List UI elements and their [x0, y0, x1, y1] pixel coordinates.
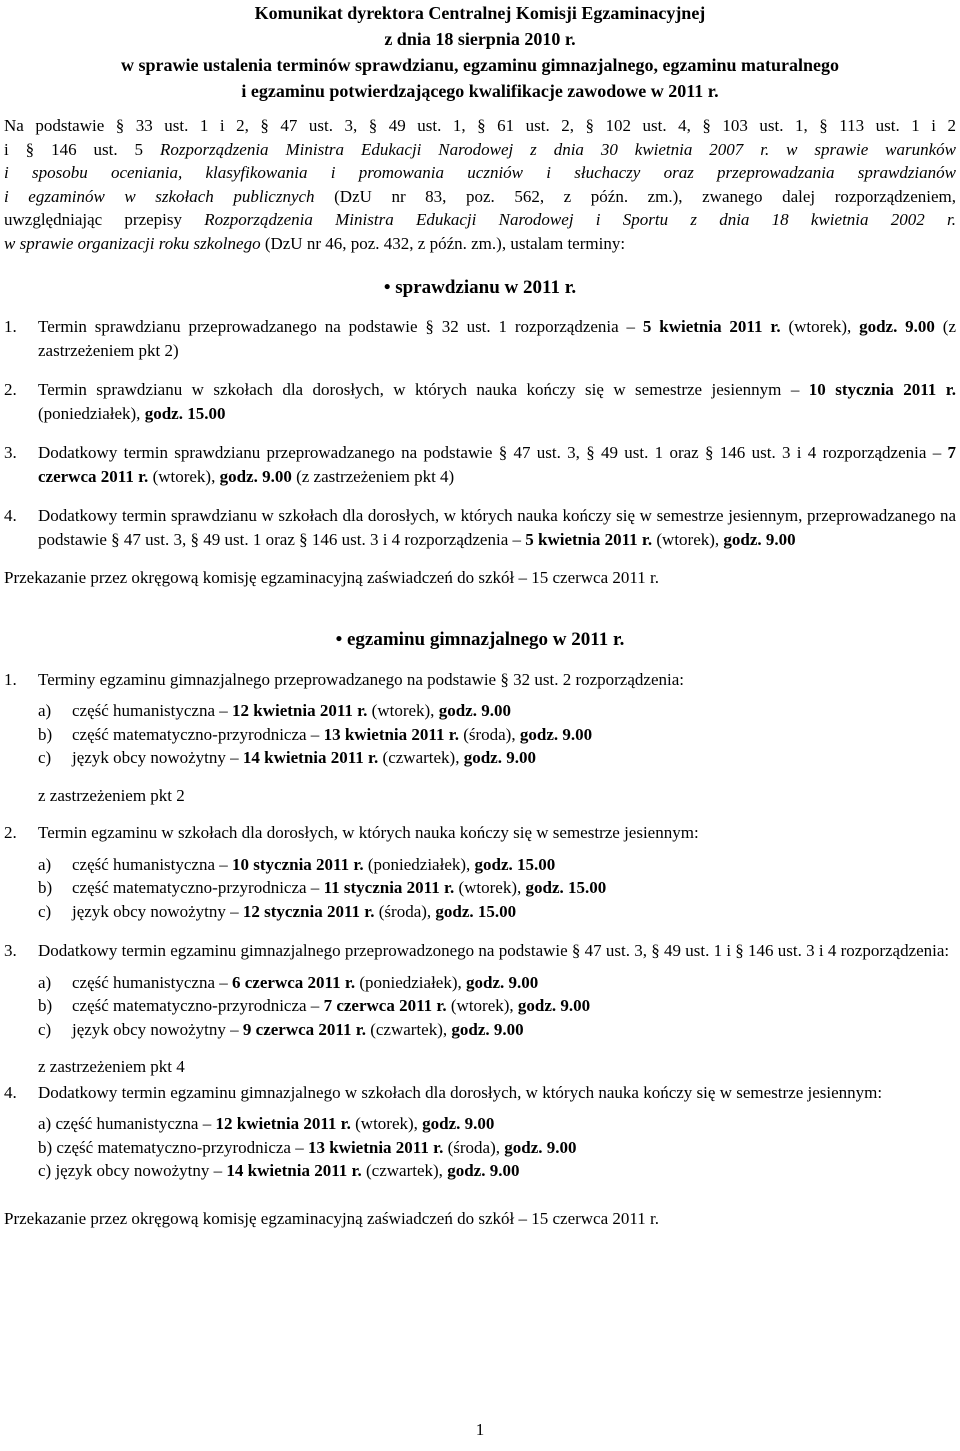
date: 6 czerwca 2011 r. [232, 972, 356, 992]
text: c) język obcy nowożytny – [38, 1161, 227, 1180]
intro-line-6 [4, 232, 956, 256]
text: (wtorek), [367, 701, 439, 720]
sub-letter: a) [38, 854, 52, 874]
item-text [38, 441, 956, 488]
date: 5 kwietnia 2011 r. [642, 317, 781, 336]
date: 12 stycznia 2011 r. [242, 901, 375, 921]
text: b) część matematyczno-przyrodnicza – [38, 1137, 308, 1157]
reservation-note: z zastrzeżeniem pkt 2 [38, 785, 185, 805]
date: 10 stycznia 2011 r. [232, 854, 364, 874]
text: Termin sprawdzianu w szkołach dla dorosłych, w których nauka kończy się w semestrze jesiennym – [38, 380, 809, 399]
item-text [38, 504, 956, 551]
date: 11 stycznia 2011 r. [323, 878, 455, 897]
reservation-note: z zastrzeżeniem pkt 4 [38, 1057, 185, 1076]
text: Dodatkowy termin sprawdzianu w szkołach dla dorosłych, w których nauka kończy się w semestrze jesiennym, przeprowadzanego na podstawie § 47 ust. 3, § 49 ust. 1 oraz § 146 ust. 3 i 4 rozporządzenia – [38, 506, 956, 549]
list-item [4, 668, 956, 692]
sub-item [38, 723, 956, 747]
sub-item [38, 853, 956, 877]
intro-text: (DzU nr 46, poz. 432, z późn. zm.), ustalam terminy: [260, 233, 626, 253]
title-line-4: i egzaminu potwierdzającego kwalifikacje zawodowe w 2011 r. [241, 81, 719, 101]
item-number: 4. [4, 506, 17, 525]
title-line-1: Komunikat dyrektora Centralnej Komisji Egzaminacyjnej [254, 3, 706, 23]
time: godz. 9.00 [519, 724, 593, 744]
text: język obcy nowożytny – [72, 1019, 243, 1039]
item-number: 4. [4, 1082, 17, 1102]
time: godz. 15.00 [144, 403, 226, 423]
text: (czwartek), [365, 1019, 452, 1039]
item-text: Termin egzaminu w szkołach dla dorosłych, w których nauka kończy się w semestrze jesiennym: [38, 823, 699, 842]
sub-letter: c) [38, 748, 52, 767]
text: Termin sprawdzianu przeprowadzanego na podstawie § 32 ust. 1 rozporządzenia – [38, 317, 643, 336]
regulation-title: i egzaminów w szkołach publicznych [4, 186, 315, 206]
list-item [4, 378, 956, 425]
intro-line-4 [4, 185, 956, 209]
list-item [4, 441, 956, 488]
time: godz. 9.00 [219, 466, 292, 486]
regulation-title: Rozporządzenia Ministra Edukacji Narodowej z dnia 30 kwietnia 2007 r. w sprawie warunków [159, 139, 956, 159]
time: godz. 9.00 [859, 317, 935, 336]
intro-line-1: Na podstawie § 33 ust. 1 i 2, § 47 ust. 3, § 49 ust. 1, § 61 ust. 2, § 102 ust. 4, § 103 ust. 1, § 113 ust. 1 i 2 [4, 116, 956, 135]
time: godz. 9.00 [422, 1114, 495, 1133]
transfer-note: Przekazanie przez okręgową komisję egzaminacyjną zaświadczeń do szkół – 15 czerwca 2011 r. [4, 568, 659, 587]
date: 7 czerwca 2011 r. [38, 443, 956, 486]
text: (poniedziałek), [363, 854, 475, 874]
item-text: Terminy egzaminu gimnazjalnego przeprowadzanego na podstawie § 32 ust. 2 rozporządzenia: [38, 669, 684, 689]
intro-text: (DzU nr 83, poz. 562, z późn. zm.), zwanego dalej rozporządzeniem, [314, 186, 956, 206]
item-number: 3. [4, 443, 17, 462]
time: godz. 9.00 [447, 1161, 520, 1180]
sub-item [38, 900, 956, 924]
intro-line-2 [4, 138, 956, 162]
regulation-title: i sposobu oceniania, klasyfikowania i promowania uczniów i słuchaczy oraz przeprowadzania sprawdzianów [4, 163, 956, 182]
item-number: 2. [4, 380, 17, 399]
item-text: Dodatkowy termin egzaminu gimnazjalnego w szkołach dla dorosłych, w których nauka kończy się w semestrze jesiennym: [38, 1082, 883, 1102]
sub-item [38, 1112, 956, 1136]
sub-item [38, 699, 956, 723]
text: (wtorek), [350, 1114, 423, 1133]
text: część matematyczno-przyrodnicza – [72, 996, 324, 1015]
date: 14 kwietnia 2011 r. [242, 748, 379, 767]
item-number: 2. [4, 823, 17, 842]
text: Dodatkowy termin sprawdzianu przeprowadzanego na podstawie § 47 ust. 3, § 49 ust. 1 oraz § 146 ust. 3 i 4 rozporządzenia – [38, 443, 948, 462]
text: część matematyczno-przyrodnicza – [72, 724, 324, 744]
time: godz. 9.00 [517, 996, 591, 1015]
intro-text: i § 146 ust. 5 [4, 139, 160, 159]
sub-item [38, 971, 956, 995]
text: (czwartek), [361, 1161, 448, 1180]
regulation-title: w sprawie organizacji roku szkolnego [4, 233, 261, 253]
title-line-2: z dnia 18 sierpnia 2010 r. [384, 29, 576, 49]
title-line-3: w sprawie ustalenia terminów sprawdzianu, egzaminu gimnazjalnego, egzaminu maturalnego [121, 55, 839, 75]
text: (wtorek), [148, 466, 220, 486]
text: część humanistyczna – [72, 701, 233, 720]
page-number: 1 [475, 1420, 485, 1439]
text: część humanistyczna – [72, 972, 233, 992]
text: (z zastrzeżeniem pkt 4) [291, 466, 455, 486]
time: godz. 9.00 [438, 701, 511, 720]
intro-text: uwzględniając przepisy [4, 210, 205, 229]
date: 12 kwietnia 2011 r. [215, 1114, 351, 1133]
text: a) część humanistyczna – [38, 1114, 216, 1133]
date: 13 kwietnia 2011 r. [323, 724, 459, 744]
intro-line-3 [4, 161, 956, 185]
text: (wtorek), [454, 878, 526, 897]
document-title [4, 0, 956, 104]
sub-letter: a) [38, 972, 52, 992]
time: godz. 9.00 [463, 748, 536, 767]
list-item [4, 821, 956, 845]
regulation-title: Rozporządzenia Ministra Edukacji Narodowej i Sportu z dnia 18 kwietnia 2002 r. [204, 210, 957, 229]
date: 10 stycznia 2011 r. [808, 380, 956, 399]
sub-letter: b) [38, 878, 53, 897]
text: (poniedziałek), [355, 972, 467, 992]
time: godz. 15.00 [435, 901, 517, 921]
text: (wtorek), [652, 529, 724, 549]
item-text [38, 378, 956, 425]
text: (środa), [374, 901, 436, 921]
text: część matematyczno-przyrodnicza – [72, 878, 324, 897]
sub-item [38, 876, 956, 900]
list-item [4, 939, 956, 963]
intro-paragraph [4, 114, 956, 255]
intro-line-5 [4, 208, 956, 232]
text: język obcy nowożytny – [72, 748, 243, 767]
item-number: 3. [4, 941, 17, 960]
section-heading-gimnazjalny: • egzaminu gimnazjalnego w 2011 r. [335, 628, 625, 650]
time: godz. 9.00 [723, 529, 796, 549]
date: 13 kwietnia 2011 r. [307, 1137, 444, 1157]
document-page [4, 0, 956, 1230]
item-text [38, 315, 956, 362]
item-number: 1. [4, 317, 17, 336]
date: 12 kwietnia 2011 r. [232, 701, 368, 720]
date: 14 kwietnia 2011 r. [226, 1161, 362, 1180]
text: (wtorek), [780, 317, 860, 336]
sub-item [38, 1159, 956, 1183]
sub-item [38, 1018, 956, 1042]
sub-letter: b) [38, 996, 53, 1015]
text: (środa), [443, 1137, 505, 1157]
section-heading-sprawdzian: • sprawdzianu w 2011 r. [383, 277, 577, 298]
text: (czwartek), [378, 748, 464, 767]
date: 9 czerwca 2011 r. [242, 1019, 366, 1039]
list-item [4, 504, 956, 551]
time: godz. 9.00 [466, 972, 539, 992]
item-number: 1. [4, 669, 17, 689]
sub-letter: c) [38, 901, 52, 921]
text: język obcy nowożytny – [72, 901, 243, 921]
date: 5 kwietnia 2011 r. [525, 529, 653, 549]
sub-item [38, 1136, 956, 1160]
time: godz. 15.00 [474, 854, 556, 874]
text: część humanistyczna – [72, 854, 233, 874]
sub-item [38, 994, 956, 1018]
item-text: Dodatkowy termin egzaminu gimnazjalnego przeprowadzonego na podstawie § 47 ust. 3, § 49 ust. 1 i § 146 ust. 3 i 4 rozporządzenia: [38, 941, 950, 960]
time: godz. 9.00 [504, 1137, 577, 1157]
text: (poniedziałek), [38, 403, 145, 423]
sub-letter: c) [38, 1019, 52, 1039]
text: (środa), [458, 724, 520, 744]
sub-item [38, 746, 956, 770]
time: godz. 15.00 [525, 878, 607, 897]
sub-letter: a) [38, 701, 52, 720]
date: 7 czerwca 2011 r. [323, 996, 447, 1015]
text: (z zastrzeżeniem pkt 2) [38, 317, 956, 360]
sub-letter: b) [38, 724, 53, 744]
transfer-note: Przekazanie przez okręgową komisję egzaminacyjną zaświadczeń do szkół – 15 czerwca 2011 r. [4, 1208, 659, 1228]
time: godz. 9.00 [451, 1019, 524, 1039]
list-item [4, 1081, 956, 1105]
list-item [4, 315, 956, 362]
text: (wtorek), [446, 996, 518, 1015]
